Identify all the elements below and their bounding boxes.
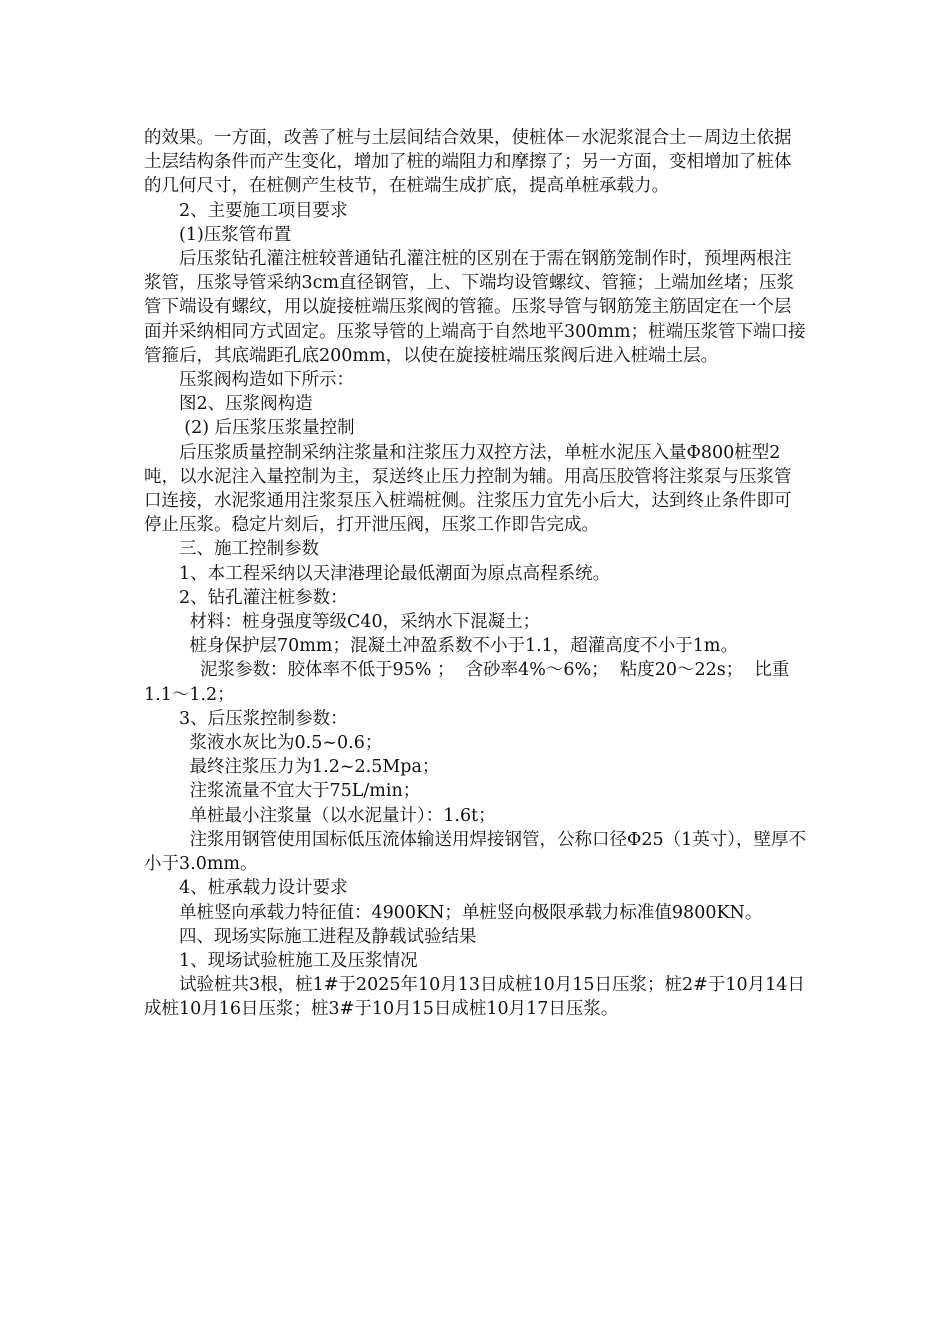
paragraph-steel-pipe: 注浆用钢管使用国标低压流体输送用焊接钢管，公称口径Φ25（1英寸），壁厚不小于3.0mm。	[144, 829, 806, 875]
paragraph-protective-layer: 桩身保护层70mm；混凝土冲盈系数不小于1.1，超灌高度不小于1m。	[189, 636, 739, 657]
paragraph-slurry-params: 泥浆参数：胶体率不低于95% ； 含砂率4%～6%； 粘度20～22s； 比重1.1～1.2；	[144, 660, 790, 705]
paragraph-elevation-system: 1、本工程采纳以天津港理论最低潮面为原点高程系统。	[179, 563, 611, 584]
heading-grout-control-params: 3、后压浆控制参数：	[179, 708, 348, 729]
heading-main-items: 2、主要施工项目要求	[179, 200, 348, 221]
paragraph-min-grout: 单桩最小注浆量（以水泥量计）：1.6t；	[189, 805, 496, 826]
paragraph-water-cement-ratio: 浆液水灰比为0.5~0.6；	[189, 733, 383, 754]
heading-pile-params: 2、钻孔灌注桩参数：	[179, 587, 348, 608]
paragraph-bearing-capacity: 单桩竖向承载力特征值：4900KN；单桩竖向极限承载力标准值9800KN。	[179, 902, 763, 923]
paragraph-grout-pipe-layout: 后压浆钻孔灌注桩较普通钻孔灌注桩的区别在于需在钢筋笼制作时，预埋两根注浆管，压浆导管采纳3cm直径钢管，上、下端均设管螺纹、管箍；上端加丝堵；压浆管下端设有螺纹，用以旋接桩端压浆阀的管箍。压浆导管与钢筋笼主筋固定在一个层面并采纳相同方式固定。压浆导管的上端高于自然地平300mm；桩端压浆管下端口接管箍后，其底端距孔底200mm，以使在旋接桩端压浆阀后进入桩端土层。	[144, 249, 806, 366]
paragraph-final-pressure: 最终注浆压力为1.2~2.5Mpa；	[189, 757, 440, 778]
document-page	[144, 126, 806, 1022]
heading-control-params: 三、施工控制参数	[179, 539, 319, 560]
heading-grout-quantity: (2) 后压浆压浆量控制	[184, 418, 355, 439]
paragraph-pile-effect: 的效果。一方面，改善了桩与土层间结合效果，使桩体－水泥浆混合土－周边土依据土层结构条件而产生变化，增加了桩的端阻力和摩擦了；另一方面，变相增加了桩体的几何尺寸，在桩侧产生枝节，在桩端生成扩底，提高单桩承载力。	[144, 128, 792, 197]
paragraph-test-piles: 试验桩共3根，桩1#于2025年10月13日成桩10月15日压浆；桩2#于10月14日成桩10月16日压浆；桩3#于10月15日成桩10月17日压浆。	[144, 975, 805, 1020]
paragraph-grout-quantity: 后压浆质量控制采纳注浆量和注浆压力双控方法，单桩水泥压入量Φ800桩型2吨，以水泥注入量控制为主，泵送终止压力控制为辅。用高压胶管将注浆泵与压浆管口连接，水泥浆通用注浆泵压入桩端桩侧。注浆压力宜先小后大，达到终止条件即可停止压浆。稳定片刻后，打开泄压阀，压浆工作即告完成。	[144, 442, 792, 536]
heading-site-progress: 四、现场实际施工进程及静载试验结果	[179, 926, 477, 947]
paragraph-material: 材料：桩身强度等级C40，采纳水下混凝土；	[189, 612, 541, 633]
paragraph-valve-intro: 压浆阀构造如下所示：	[179, 370, 354, 391]
heading-bearing-capacity: 4、桩承载力设计要求	[179, 878, 348, 899]
figure-caption: 图2、压浆阀构造	[179, 394, 313, 415]
heading-grout-pipe-layout: (1)压浆管布置	[179, 224, 292, 245]
heading-test-piles: 1、现场试验桩施工及压浆情况	[179, 950, 418, 971]
paragraph-flow-rate: 注浆流量不宜大于75L/min；	[189, 781, 421, 802]
